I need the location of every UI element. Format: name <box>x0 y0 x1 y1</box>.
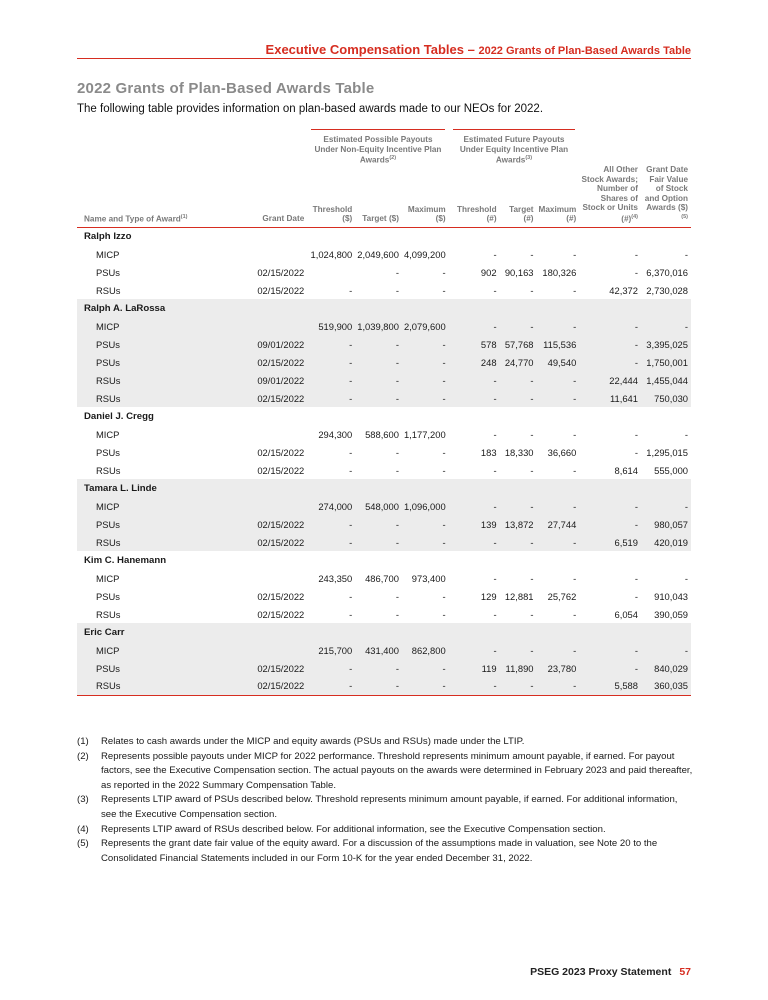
table-cell: - <box>684 428 688 440</box>
award-type-cell: MICP <box>96 248 120 260</box>
col-target-num-header: Target (#) <box>500 165 537 227</box>
table-row <box>77 641 691 659</box>
table-cell: - <box>349 464 353 476</box>
award-type-cell: PSUs <box>96 266 120 278</box>
col-maximum-num-header: Maximum (#) <box>537 165 580 227</box>
table-cell: 294,300 <box>318 428 353 440</box>
table-cell: 02/15/2022 <box>196 677 307 695</box>
table-cell: - <box>537 389 580 407</box>
table-cell: - <box>493 248 497 260</box>
table-cell <box>196 245 307 263</box>
table-cell: 18,330 <box>504 446 534 458</box>
award-type-cell: RSUs <box>77 677 196 695</box>
award-type-cell: MICP <box>96 572 120 584</box>
table-cell: 57,768 <box>500 335 537 353</box>
table-cell: - <box>500 371 537 389</box>
executive-name-row <box>77 551 691 569</box>
table-cell: - <box>307 371 355 389</box>
executive-name-row <box>77 623 691 641</box>
table-cell: - <box>500 641 537 659</box>
table-cell <box>196 425 307 443</box>
footnote-item <box>77 750 695 794</box>
table-cell: - <box>634 428 638 440</box>
table-cell: 36,660 <box>547 446 577 458</box>
table-cell: - <box>500 389 537 407</box>
table-cell: - <box>307 389 355 407</box>
executive-name: Ralph A. LaRossa <box>77 299 691 317</box>
table-cell: - <box>579 353 641 371</box>
table-cell: - <box>349 590 353 602</box>
award-type-cell: PSUs <box>77 515 196 533</box>
table-cell: - <box>500 497 537 515</box>
award-type-cell: MICP <box>77 317 196 335</box>
table-cell: - <box>634 572 638 584</box>
table-cell: 115,536 <box>537 335 580 353</box>
footer-label: PSEG 2023 Proxy Statement <box>530 966 672 978</box>
table-cell: 09/01/2022 <box>196 371 307 389</box>
table-cell: - <box>307 353 355 371</box>
table-cell: - <box>442 608 446 620</box>
table-row <box>77 389 691 407</box>
table-cell: - <box>442 590 446 602</box>
table-cell: 02/15/2022 <box>196 659 307 677</box>
table-cell: 862,800 <box>402 641 449 659</box>
executive-name: Daniel J. Cregg <box>84 410 154 422</box>
table-cell: - <box>449 371 500 389</box>
table-cell: - <box>573 248 577 260</box>
table-cell: - <box>530 284 534 296</box>
table-cell: 6,370,016 <box>646 266 688 278</box>
table-cell: 180,326 <box>542 266 577 278</box>
col-maximum-usd-header: Maximum ($) <box>402 165 449 227</box>
col-threshold-num-header: Threshold (#) <box>449 165 500 227</box>
page-number: 57 <box>679 966 691 978</box>
table-cell: - <box>442 266 446 278</box>
table-cell: 02/15/2022 <box>196 533 307 551</box>
table-cell: - <box>395 608 399 620</box>
group-non-equity-header: Estimated Possible Payouts Under Non-Equity Incentive Plan Awards$^{(2)}$ <box>307 129 448 165</box>
table-cell: 13,872 <box>500 515 537 533</box>
table-cell <box>196 569 307 587</box>
table-cell: - <box>449 497 500 515</box>
executive-name-row <box>77 227 691 245</box>
footnote-number: (5) <box>77 838 89 850</box>
table-cell: - <box>493 608 497 620</box>
table-cell: 910,043 <box>654 590 688 602</box>
table-cell: - <box>395 446 399 458</box>
footnote-text: Represents LTIP award of PSUs described below. Threshold represents minimum amount payable, if earned. For additional information, see the Executive Compensation section. <box>101 794 678 820</box>
table-cell: 548,000 <box>355 497 402 515</box>
table-cell: 390,059 <box>654 608 688 620</box>
table-cell: - <box>395 464 399 476</box>
table-cell: - <box>355 371 402 389</box>
table-cell <box>196 641 307 659</box>
col-target-usd-header: Target ($) <box>355 165 402 227</box>
award-type-cell: RSUs <box>77 533 196 551</box>
table-cell: - <box>307 677 355 695</box>
table-cell: 02/15/2022 <box>196 515 307 533</box>
table-cell: - <box>493 284 497 296</box>
table-cell: 1,177,200 <box>403 428 446 440</box>
table-row <box>77 371 691 389</box>
running-header-main: Executive Compensation Tables – <box>265 42 475 57</box>
table-cell: - <box>442 446 446 458</box>
table-cell: 90,163 <box>504 266 534 278</box>
table-cell: - <box>537 317 580 335</box>
table-cell: 42,372 <box>609 284 638 296</box>
footnote-item <box>77 735 695 750</box>
table-cell: 486,700 <box>365 572 399 584</box>
footnote-text: Relates to cash awards under the MICP and equity awards (PSUs and RSUs) made under the LTIP. <box>101 736 525 747</box>
table-cell: 8,614 <box>614 464 638 476</box>
table-cell: - <box>684 248 688 260</box>
table-row <box>77 353 691 371</box>
table-cell: - <box>579 515 641 533</box>
table-row <box>77 425 691 443</box>
table-cell: - <box>449 533 500 551</box>
table-cell: - <box>573 428 577 440</box>
table-cell: - <box>402 353 449 371</box>
table-row <box>77 443 691 461</box>
table-cell: - <box>500 533 537 551</box>
table-cell: 431,400 <box>355 641 402 659</box>
award-type-cell: PSUs <box>96 446 120 458</box>
table-cell: 519,900 <box>307 317 355 335</box>
column-header-row <box>77 165 691 227</box>
table-cell: 129 <box>480 590 497 602</box>
table-cell: - <box>530 464 534 476</box>
page-footer <box>530 966 691 978</box>
table-cell: 1,096,000 <box>402 497 449 515</box>
table-cell: 5,588 <box>579 677 641 695</box>
table-cell: 02/15/2022 <box>257 608 305 620</box>
intro-text: The following table provides information on plan-based awards made to our NEOs for 2022. <box>77 103 544 115</box>
footnote-number: (3) <box>77 794 89 806</box>
table-cell: - <box>530 428 534 440</box>
table-cell: 2,079,600 <box>402 317 449 335</box>
executive-name: Eric Carr <box>77 623 691 641</box>
table-cell: - <box>402 533 449 551</box>
table-cell: - <box>634 248 638 260</box>
table-cell: - <box>573 608 577 620</box>
table-cell: 11,890 <box>500 659 537 677</box>
table-cell: 980,057 <box>641 515 691 533</box>
table-cell: - <box>449 317 500 335</box>
table-cell: - <box>402 659 449 677</box>
table-cell: 6,519 <box>579 533 641 551</box>
table-row <box>77 263 691 281</box>
table-cell: - <box>307 515 355 533</box>
table-cell: 24,770 <box>500 353 537 371</box>
award-type-cell: PSUs <box>77 659 196 677</box>
table-cell: 183 <box>480 446 497 458</box>
table-cell: - <box>402 515 449 533</box>
group-header-row <box>77 129 691 165</box>
table-cell: 119 <box>449 659 500 677</box>
table-body <box>77 227 691 695</box>
table-cell: 1,039,800 <box>355 317 402 335</box>
table-cell: - <box>449 641 500 659</box>
col-threshold-usd-header: Threshold ($) <box>307 165 355 227</box>
table-cell: - <box>641 317 691 335</box>
table-cell: - <box>579 317 641 335</box>
award-type-cell: PSUs <box>77 335 196 353</box>
executive-name: Ralph Izzo <box>84 230 132 242</box>
table-cell: - <box>307 335 355 353</box>
table-cell: 22,444 <box>579 371 641 389</box>
footnote-number: (1) <box>77 736 89 747</box>
plan-based-awards-table <box>77 129 691 696</box>
award-type-cell: PSUs <box>77 353 196 371</box>
table-cell: - <box>395 284 399 296</box>
table-cell: - <box>349 446 353 458</box>
table-cell: - <box>634 446 638 458</box>
table-cell: - <box>355 353 402 371</box>
table-cell: 274,000 <box>307 497 355 515</box>
table-cell: - <box>307 659 355 677</box>
table-cell: - <box>579 659 641 677</box>
footnote-number: (2) <box>77 750 89 762</box>
table-cell: 840,029 <box>641 659 691 677</box>
table-cell: 248 <box>449 353 500 371</box>
table-row <box>77 605 691 623</box>
table-cell: 25,762 <box>547 590 577 602</box>
table-cell: - <box>684 572 688 584</box>
table-row <box>77 515 691 533</box>
table-cell: 23,780 <box>537 659 580 677</box>
table-cell: - <box>442 284 446 296</box>
section-title: 2022 Grants of Plan-Based Awards Table <box>77 80 375 97</box>
table-cell: - <box>493 572 497 584</box>
footnote-text: Represents LTIP award of RSUs described below. For additional information, see the Executive Compensation section. <box>101 823 606 835</box>
table-cell: - <box>634 590 638 602</box>
table-cell: - <box>395 266 399 278</box>
table-cell: 02/15/2022 <box>257 266 305 278</box>
table-cell: - <box>537 533 580 551</box>
table-cell <box>196 317 307 335</box>
table-cell: - <box>579 335 641 353</box>
table-row <box>77 335 691 353</box>
table-cell: 555,000 <box>654 464 688 476</box>
award-type-cell: MICP <box>96 428 120 440</box>
table-cell: 4,099,200 <box>403 248 446 260</box>
table-cell: 973,400 <box>411 572 446 584</box>
footnote-text: Represents possible payouts under MICP for 2022 performance. Threshold represents minimum amount payable, if earned. For payout factors, see the Executive Compensation section. The actual payouts on the awards were determined in February 2023 and paid thereafter, as reported in the 2022 Summary Compensation Table. <box>101 750 693 791</box>
table-cell: 02/15/2022 <box>257 446 305 458</box>
table-cell <box>196 497 307 515</box>
table-row <box>77 461 691 479</box>
table-cell: - <box>579 641 641 659</box>
footnote-item <box>77 823 695 838</box>
table-row <box>77 533 691 551</box>
running-header-sub: 2022 Grants of Plan-Based Awards Table <box>478 45 691 57</box>
award-type-cell: RSUs <box>96 284 121 296</box>
table-cell: 1,024,800 <box>310 248 353 260</box>
table-cell: - <box>493 428 497 440</box>
table-row <box>77 659 691 677</box>
table-cell: - <box>493 464 497 476</box>
table-cell: - <box>579 497 641 515</box>
table-cell: 02/15/2022 <box>196 389 307 407</box>
table-cell: - <box>355 515 402 533</box>
table-cell: - <box>349 284 353 296</box>
table-cell: 02/15/2022 <box>257 590 305 602</box>
table-cell: 750,030 <box>641 389 691 407</box>
table-cell: - <box>641 641 691 659</box>
table-cell: 1,295,015 <box>646 446 688 458</box>
award-type-cell: RSUs <box>77 389 196 407</box>
table-cell: - <box>573 284 577 296</box>
table-cell: - <box>537 371 580 389</box>
table-cell: 3,395,025 <box>641 335 691 353</box>
col-name-header: Name and Type of Award$^{(1)}$ <box>77 165 196 227</box>
table-cell: - <box>402 335 449 353</box>
table-row <box>77 497 691 515</box>
table-cell: 578 <box>449 335 500 353</box>
table-cell: - <box>395 590 399 602</box>
footnotes-list <box>77 735 695 866</box>
table-cell: - <box>402 371 449 389</box>
col-grant-date-header: Grant Date <box>196 165 307 227</box>
table-cell: 02/15/2022 <box>257 284 305 296</box>
table-cell: - <box>537 641 580 659</box>
footnote-item <box>77 793 695 822</box>
table-cell: - <box>449 389 500 407</box>
award-type-cell: RSUs <box>96 464 121 476</box>
table-cell: - <box>530 572 534 584</box>
table-cell <box>307 263 355 281</box>
table-cell: - <box>530 248 534 260</box>
table-cell: 27,744 <box>537 515 580 533</box>
table-cell: - <box>355 659 402 677</box>
table-cell: 11,641 <box>579 389 641 407</box>
table-cell: - <box>500 677 537 695</box>
table-cell: 09/01/2022 <box>196 335 307 353</box>
table-cell: 6,054 <box>614 608 638 620</box>
table-cell: - <box>402 389 449 407</box>
table-cell: - <box>530 608 534 620</box>
table-cell: - <box>355 389 402 407</box>
table-row <box>77 317 691 335</box>
table-cell: 215,700 <box>307 641 355 659</box>
table-cell: - <box>355 335 402 353</box>
table-cell: - <box>634 266 638 278</box>
award-type-cell: RSUs <box>77 371 196 389</box>
award-type-cell: PSUs <box>96 590 120 602</box>
table-cell: 360,035 <box>641 677 691 695</box>
table-row <box>77 569 691 587</box>
table-cell: - <box>355 533 402 551</box>
table-cell: 588,600 <box>365 428 399 440</box>
executive-name: Kim C. Hanemann <box>84 554 167 566</box>
col-all-other-header: All Other Stock Awards; Number of Shares of Stock or Units (#)$^{(4)}$ <box>579 165 641 227</box>
table-cell: 1,750,001 <box>641 353 691 371</box>
award-type-cell: MICP <box>77 641 196 659</box>
table-cell: 49,540 <box>537 353 580 371</box>
table-cell: 1,455,044 <box>641 371 691 389</box>
table-row <box>77 281 691 299</box>
award-type-cell: RSUs <box>96 608 121 620</box>
table-row <box>77 677 691 695</box>
table-row <box>77 245 691 263</box>
table-cell: 243,350 <box>318 572 353 584</box>
group-equity-header: Estimated Future Payouts Under Equity Incentive Plan Awards$^{(3)}$ <box>449 129 580 165</box>
table-cell: 12,881 <box>504 590 534 602</box>
table-cell: - <box>442 464 446 476</box>
footnote-text: Represents the grant date fair value of the equity award. For a discussion of the assumptions made in valuation, see Note 20 to the Consolidated Financial Statements included in our Form 10-K for the year ended December 31, 2022. <box>101 838 658 864</box>
table-cell: 902 <box>480 266 497 278</box>
table-cell: - <box>500 317 537 335</box>
table-cell: - <box>355 677 402 695</box>
executive-name: Tamara L. Linde <box>77 479 691 497</box>
footnote-item <box>77 837 695 866</box>
executive-name-row <box>77 299 691 317</box>
table-cell: - <box>573 464 577 476</box>
col-grant-fair-value-header: Grant Date Fair Value of Stock and Option Awards ($)$^{(5)}$ <box>641 165 691 227</box>
footnote-number: (4) <box>77 823 89 835</box>
header-rule <box>77 58 691 59</box>
table-cell: - <box>349 608 353 620</box>
table-cell: 02/15/2022 <box>196 353 307 371</box>
table-cell: - <box>573 572 577 584</box>
table-cell: - <box>449 677 500 695</box>
table-cell: 420,019 <box>641 533 691 551</box>
table-cell: 139 <box>449 515 500 533</box>
table-row <box>77 587 691 605</box>
executive-name-row <box>77 479 691 497</box>
table-cell: 2,730,028 <box>646 284 688 296</box>
table-cell: - <box>641 497 691 515</box>
table-cell: - <box>537 677 580 695</box>
award-type-cell: MICP <box>77 497 196 515</box>
table-cell: - <box>307 533 355 551</box>
table-cell: - <box>402 677 449 695</box>
table-cell: 02/15/2022 <box>257 464 305 476</box>
running-header <box>266 42 691 57</box>
executive-name-row <box>77 407 691 425</box>
table-cell: - <box>537 497 580 515</box>
table-cell: 2,049,600 <box>357 248 399 260</box>
